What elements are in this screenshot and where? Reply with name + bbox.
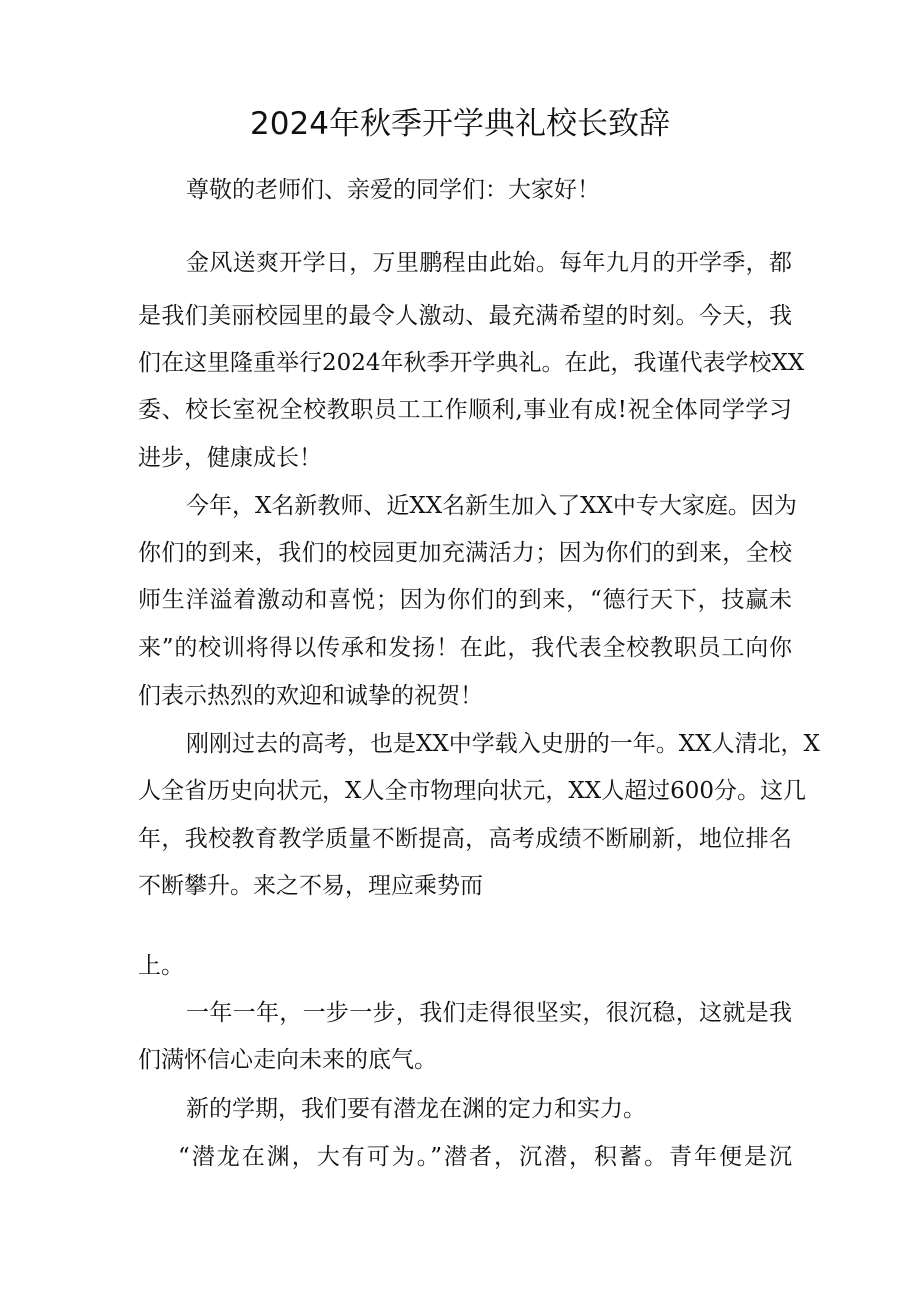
body-line: 委、校长室祝全校教职员工工作顺利,事业有成!祝全体同学学习 [138,397,792,423]
body-line: 新的学期，我们要有潜龙在渊的定力和实力。 [186,1096,646,1122]
body-line: 不断攀升。来之不易，理应乘势而 [138,873,483,899]
body-line: 们在这里隆重举行2024年秋季开学典礼。在此，我谨代表学校XX [138,350,805,376]
body-line: 上。 [138,953,184,979]
body-line: 来”的校训将得以传承和发扬！在此，我代表全校教职员工向你 [138,635,792,661]
body-line: 进步，健康成长！ [138,445,322,471]
body-line: 金风送爽开学日，万里鹏程由此始。每年九月的开学季，都 [186,250,792,276]
body-line: “潜龙在渊，大有可为。”潜者，沉潜，积蓄。青年便是沉 [178,1144,792,1170]
body-line: 刚刚过去的高考，也是XX中学载入史册的一年。XX人清北，X [186,731,820,757]
salutation-line: 尊敬的老师们、亲爱的同学们：大家好！ [186,177,600,203]
body-line: 一年一年，一步一步，我们走得很坚实，很沉稳，这就是我 [186,1000,792,1026]
body-line: 你们的到来，我们的校园更加充满活力；因为你们的到来，全校 [138,540,792,566]
body-line: 年，我校教育教学质量不断提高，高考成绩不断刷新，地位排名 [138,826,792,852]
body-line: 是我们美丽校园里的最令人激动、最充满希望的时刻。今天，我 [138,303,792,329]
body-line: 今年，X名新教师、近XX名新生加入了XX中专大家庭。因为 [186,493,797,519]
body-line: 人全省历史向状元，X人全市物理向状元，XX人超过600分。这几 [138,778,807,804]
body-line: 们表示热烈的欢迎和诚挚的祝贺！ [138,683,483,709]
body-line: 们满怀信心走向未来的底气。 [138,1047,437,1073]
document-title: 2024年秋季开学典礼校长致辞 [250,106,670,142]
body-line: 师生洋溢着激动和喜悦；因为你们的到来，“德行天下，技赢未 [138,587,792,613]
